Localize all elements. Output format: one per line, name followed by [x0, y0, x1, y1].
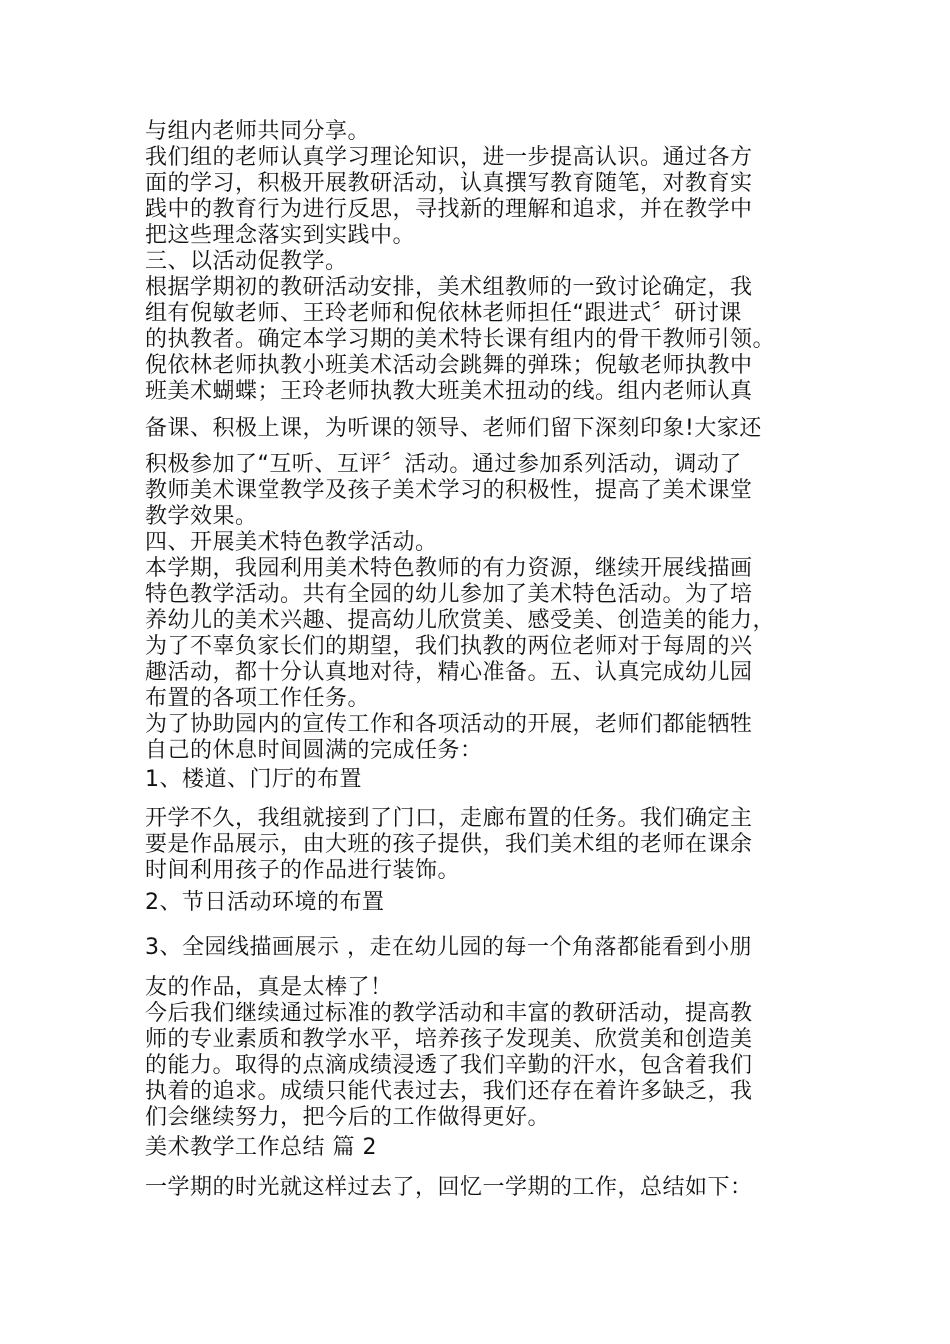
text-line: 布置的各项工作任务。 — [145, 686, 371, 711]
text-line: 执着的追求。成绩只能代表过去，我们还存在着许多缺乏，我 — [145, 1079, 753, 1104]
section-heading: 三、以活动促教学。 — [145, 249, 348, 274]
text-line: 组有倪敏老师、王玲老师和倪依林老师担任“跟进式〞研讨课 — [145, 301, 742, 326]
list-item-heading: 2、节日活动环境的布置 — [145, 890, 385, 915]
text-line: 为了协助园内的宣传工作和各项活动的开展，老师们都能牺牲 — [145, 712, 753, 737]
article-title: 美术教学工作总结 篇 2 — [145, 1135, 377, 1160]
text-line: 教学效果。 — [145, 504, 258, 529]
text-line: 我们组的老师认真学习理论知识，进一步提高认识。通过各方 — [145, 145, 753, 170]
text-line: 根据学期初的教研活动安排，美术组教师的一致讨论确定，我 — [145, 275, 753, 300]
text-line: 时间利用孩子的作品进行装饰。 — [145, 858, 461, 883]
text-line: 们会继续努力，把今后的工作做得更好。 — [145, 1105, 551, 1130]
list-item-heading: 1、楼道、门厅的布置 — [145, 767, 362, 792]
text-line: 践中的教育行为进行反思，寻找新的理解和追求，并在教学中 — [145, 197, 753, 222]
text-line: 自己的休息时间圆满的完成任务： — [145, 738, 483, 763]
list-item-heading: 3、全园线描画展示 ，走在幼儿园的每一个角落都能看到小朋 — [145, 935, 752, 960]
text-line: 趣活动，都十分认真地对待，精心准备。五、认真完成幼儿园 — [145, 660, 753, 685]
text-line: 班美术蝴蝶；王玲老师执教大班美术扭动的线。组内老师认真 — [145, 379, 753, 404]
text-line: 为了不辜负家长们的期望，我们执教的两位老师对于每周的兴 — [145, 634, 753, 659]
text-line: 备课、积极上课，为听课的领导、老师们留下深刻印象!大家还 — [145, 416, 762, 441]
text-line: 本学期，我园利用美术特色教师的有力资源，继续开展线描画 — [145, 556, 753, 581]
text-line: 一学期的时光就这样过去了，回忆一学期的工作，总结如下： — [145, 1175, 753, 1200]
text-line: 友的作品，真是太棒了！ — [145, 975, 393, 1000]
text-line: 面的学习，积极开展教研活动，认真撰写教育随笔，对教育实 — [145, 171, 753, 196]
text-line: 要是作品展示，由大班的孩子提供，我们美术组的老师在课余 — [145, 832, 753, 857]
text-line: 倪依林老师执教小班美术活动会跳舞的弹珠；倪敏老师执教中 — [145, 353, 753, 378]
text-line: 教师美术课堂教学及孩子美术学习的积极性，提高了美术课堂 — [145, 478, 753, 503]
section-heading: 四、开展美术特色教学活动。 — [145, 530, 438, 555]
text-line: 开学不久，我组就接到了门口，走廊布置的任务。我们确定主 — [145, 806, 753, 831]
text-line: 今后我们继续通过标准的教学活动和丰富的教研活动，提高教 — [145, 1001, 753, 1026]
text-line: 养幼儿的美术兴趣、提高幼儿欣赏美、感受美、创造美的能力， — [145, 608, 776, 633]
text-line: 积极参加了“互听、互评〞活动。通过参加系列活动，调动了 — [145, 452, 742, 477]
text-line: 特色教学活动。共有全园的幼儿参加了美术特色活动。为了培 — [145, 582, 753, 607]
text-line: 把这些理念落实到实践中。 — [145, 223, 416, 248]
text-line: 的能力。取得的点滴成绩浸透了我们辛勤的汗水，包含着我们 — [145, 1053, 753, 1078]
text-line: 师的专业素质和教学水平，培养孩子发现美、欣赏美和创造美 — [145, 1027, 753, 1052]
text-line: 的执教者。确定本学习期的美术特长课有组内的骨干教师引领。 — [145, 327, 776, 352]
text-line: 与组内老师共同分享。 — [145, 119, 371, 144]
